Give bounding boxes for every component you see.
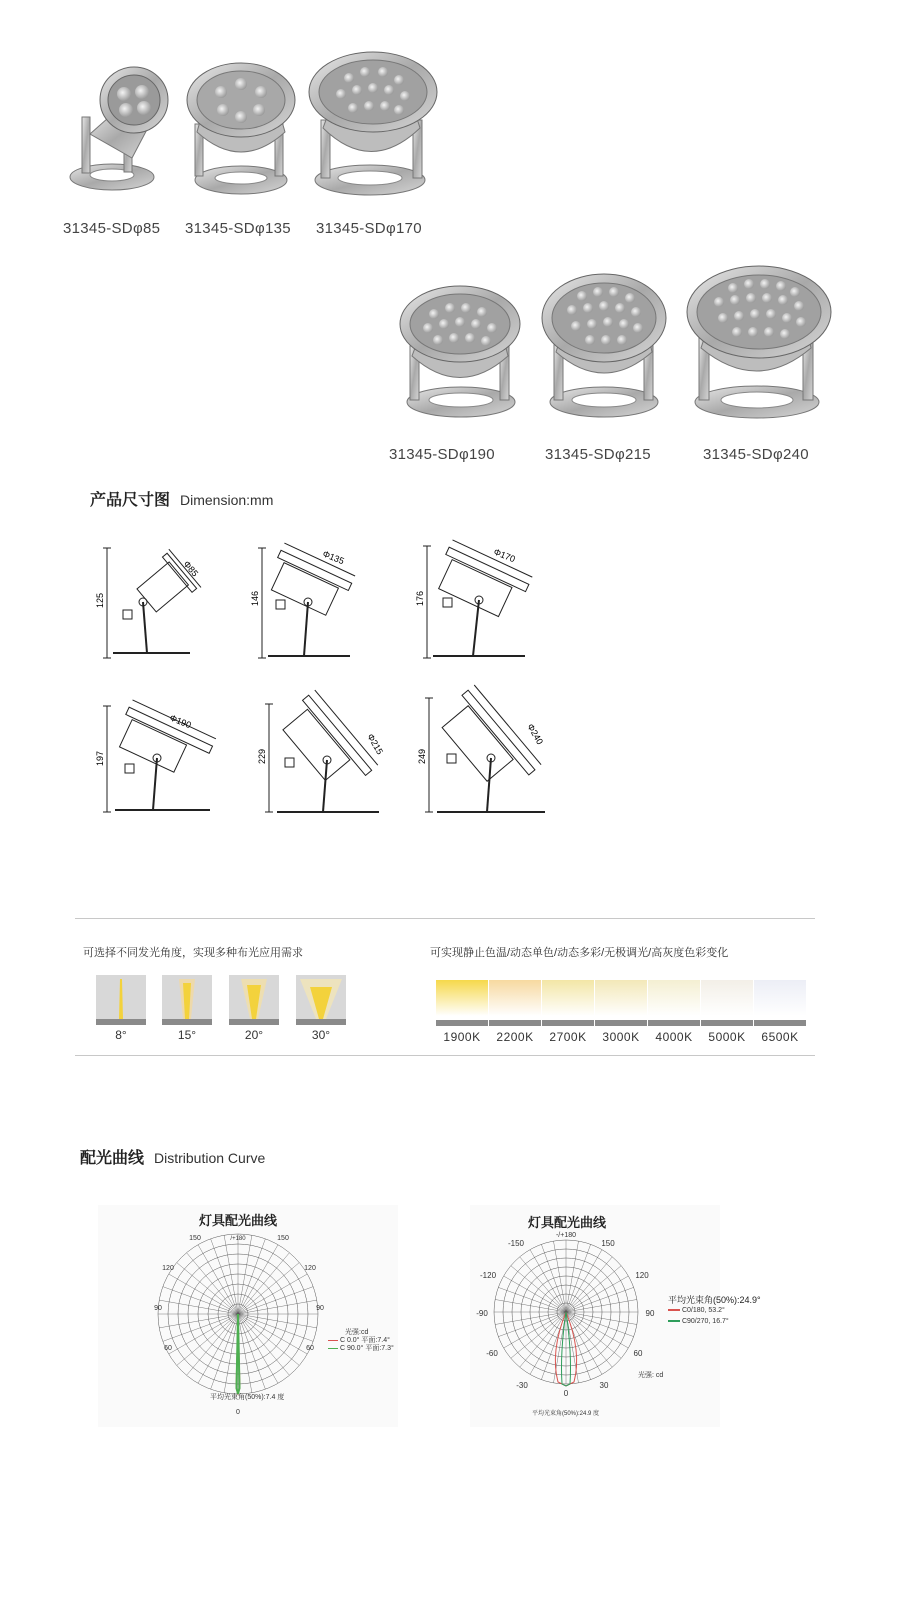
product-image-sd85 [62,62,174,202]
beam-swatch-30 [296,975,346,1030]
product-image-sd240 [683,264,835,424]
dimension-height: 197 [95,750,105,766]
dimension-drawing [95,700,230,820]
right-curve-legend-unit: 光强: cd [638,1372,664,1379]
polar-angle-label: 0 [236,1409,240,1416]
color-temp-label: 3000K [602,1030,640,1044]
color-temp-base [701,1020,753,1026]
color-temp-swatch [542,980,594,1020]
color-temp-swatches [436,980,808,1050]
polar-angle-label: /+180 [230,1236,246,1242]
polar-angle-label: 90 [645,1309,655,1318]
polar-angle-label: 120 [635,1271,649,1280]
color-temp-base [754,1020,806,1026]
dimension-drawing [415,540,560,665]
polar-angle-label: 60 [306,1345,314,1352]
beam-swatch-8 [96,975,146,1030]
dimension-section-title [90,487,273,510]
polar-angle-label: -30 [516,1381,528,1390]
polar-angle-label: 60 [633,1349,643,1358]
beam-swatch-15 [162,975,212,1030]
section-divider [75,918,815,919]
color-temp-swatch [595,980,647,1020]
polar-angle-label: -60 [486,1349,498,1358]
dimension-drawing [415,688,560,820]
color-temp-base [648,1020,700,1026]
polar-angle-label: -120 [479,1271,497,1280]
polar-angle-label: 150 [277,1235,289,1242]
dimension-height: 229 [257,748,267,764]
right-curve-footer: 平均光束角(50%):24.9 度 [532,1411,600,1417]
dimension-drawing [250,540,390,665]
polar-angle-label: -150 [507,1239,525,1248]
polar-angle-label: 120 [162,1265,174,1272]
distribution-title-cn: 配光曲线 [80,1150,145,1167]
polar-angle-label: -/+180 [555,1232,577,1239]
dimension-drawing [95,540,225,665]
left-curve-footer: 平均光束角(50%):7.4 度 [210,1394,285,1401]
dimension-diameter: Φ85 [181,558,201,579]
distribution-section-title [80,1145,265,1168]
polar-angle-label: 90 [316,1305,324,1312]
beam-swatch-20 [229,975,279,1030]
product-model-label: 31345-SDφ85 [63,220,161,237]
section-divider [75,1055,815,1056]
dimension-title-en: Dimension:mm [180,492,274,508]
dimension-drawing [255,692,395,820]
color-temp-base [489,1020,541,1026]
color-temp-swatch [436,980,488,1020]
left-distribution-curve [150,1228,350,1418]
color-temp-label: 1900K [443,1030,481,1044]
dimension-height: 176 [415,590,425,606]
right-curve-legend-item: C0/180, 53.2° [668,1307,725,1314]
product-model-label: 31345-SDφ215 [545,446,651,463]
product-image-sd170 [305,50,440,202]
color-temp-label: 5000K [708,1030,746,1044]
color-caption: 可实现静止色温/动态单色/动态多彩/无极调光/高灰度色彩变化 [430,947,729,959]
dimension-height: 125 [95,592,105,608]
product-image-sd135 [183,62,299,202]
right-curve-legend-item: C90/270, 16.7° [668,1318,729,1325]
right-curve-title: 灯具配光曲线 [527,1215,606,1230]
left-curve-legend-title: 光强:cd [345,1329,369,1336]
product-image-sd215 [540,272,670,424]
dimension-diameter: Φ240 [525,722,546,747]
product-model-label: 31345-SDφ135 [185,220,291,237]
dimension-title-cn: 产品尺寸图 [90,492,171,509]
polar-angle-label: 90 [154,1305,162,1312]
color-temp-base [436,1020,488,1026]
color-temp-label: 6500K [761,1030,799,1044]
color-temp-label: 2700K [549,1030,587,1044]
polar-angle-label: -90 [476,1309,488,1318]
product-model-label: 31345-SDφ240 [703,446,809,463]
product-model-label: 31345-SDφ170 [316,220,422,237]
beam-angle-label: 8° [115,1028,127,1042]
beam-angle-label: 15° [177,1028,197,1042]
dimension-diameter: Φ170 [492,546,517,565]
color-temp-label: 2200K [496,1030,534,1044]
color-temp-swatch [754,980,806,1020]
color-temp-label: 4000K [655,1030,693,1044]
right-distribution-curve [476,1232,660,1422]
product-model-label: 31345-SDφ190 [389,446,495,463]
dimension-diameter: Φ190 [168,712,193,731]
left-curve-title: 灯具配光曲线 [198,1213,277,1228]
product-image-sd190 [396,284,526,424]
beam-angle-label: 30° [311,1028,331,1042]
color-temp-base [595,1020,647,1026]
left-curve-legend-item: C 0.0° 平面:7.4° [328,1335,390,1345]
color-temp-swatch [489,980,541,1020]
polar-angle-label: 0 [563,1389,569,1398]
dimension-diameter: Φ135 [321,548,346,567]
color-temp-swatch [648,980,700,1020]
distribution-title-en: Distribution Curve [154,1150,266,1166]
polar-angle-label: 150 [189,1235,201,1242]
polar-angle-label: 150 [601,1239,615,1248]
polar-angle-label: 30 [599,1381,609,1390]
polar-angle-label: 60 [164,1345,172,1352]
color-temp-swatch [701,980,753,1020]
right-curve-legend-avg: 平均光束角(50%):24.9° [668,1295,761,1305]
left-curve-legend-item: C 90.0° 平面:7.3° [328,1343,394,1353]
dimension-diameter: Φ215 [365,732,386,757]
polar-angle-label: 120 [304,1265,316,1272]
beam-angle-label: 20° [244,1028,264,1042]
beam-caption: 可选择不同发光角度，实现多种布光应用需求 [83,947,303,959]
dimension-height: 249 [417,748,427,764]
dimension-height: 146 [250,590,260,606]
color-temp-base [542,1020,594,1026]
